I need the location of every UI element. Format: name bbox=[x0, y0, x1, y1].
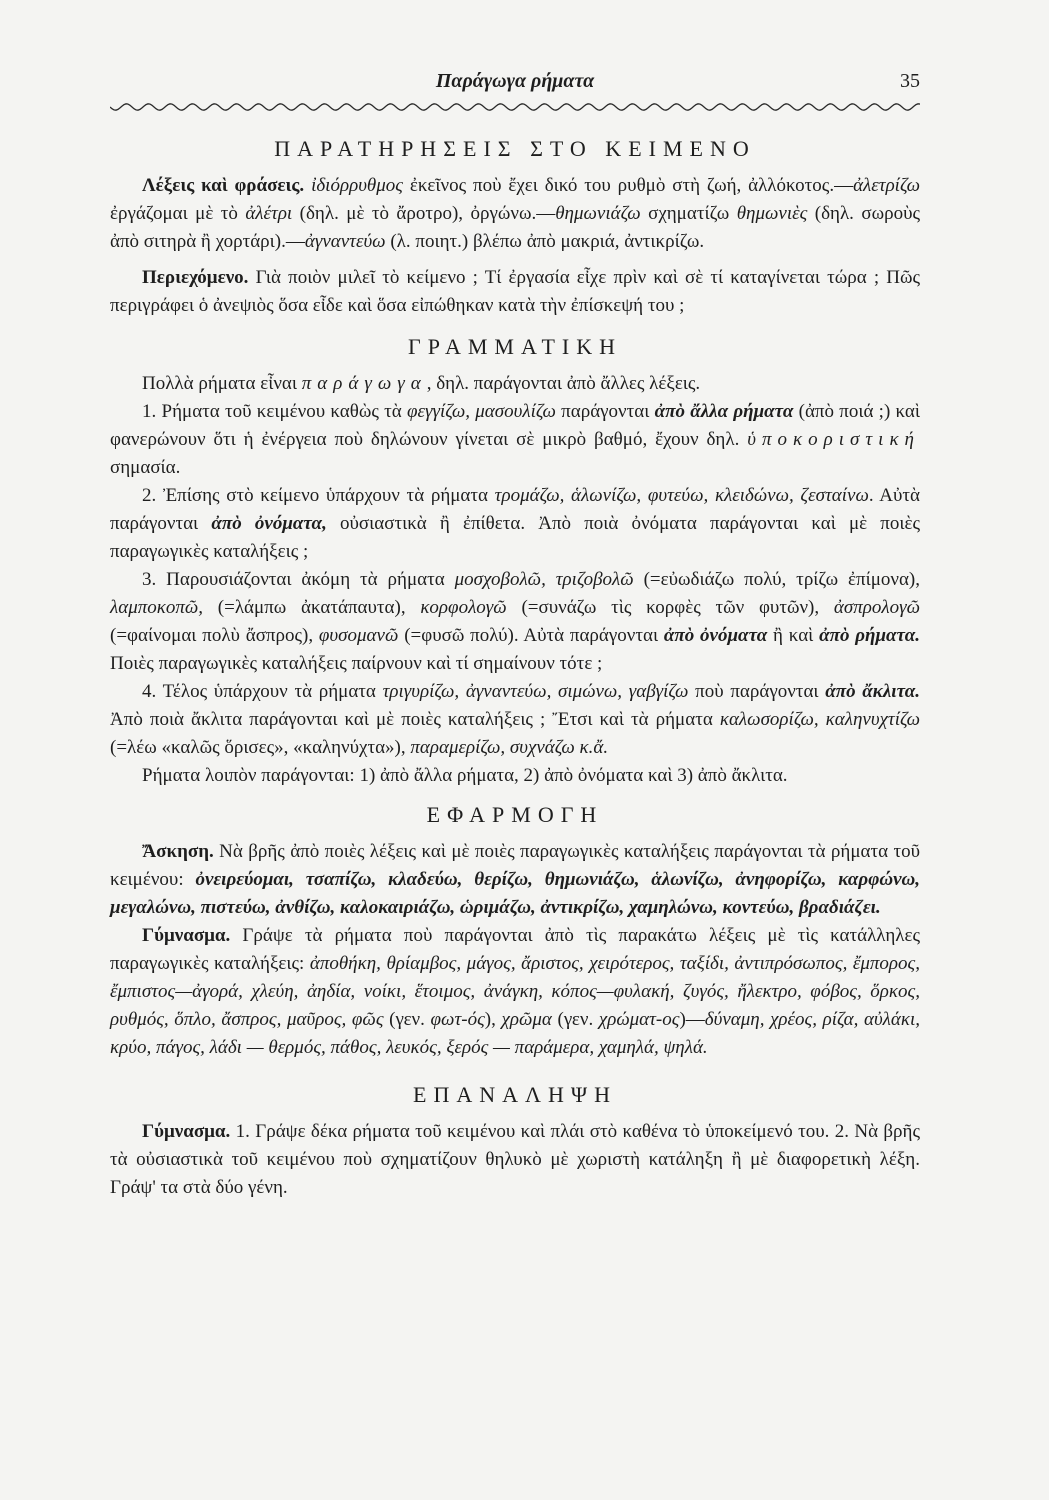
paragraph-vocabulary bbox=[110, 172, 920, 256]
paragraph-grammar-1 bbox=[110, 398, 920, 482]
label-exercise: Ἄσκηση. bbox=[142, 841, 214, 862]
exercise-word-list: ὀνειρεύομαι, τσαπίζω, κλαδεύω, θερίζω, θημωνιάζω, ἁλωνίζω, ἀνηφορίζω, καρφώνω, μεγαλώνω, πιστεύω, ἀνθίζω, καλοκαιριάζω, ὡριμάζω, ἀντικρίζω, χαμηλώνω, κοντεύω, βραδιάζει. bbox=[110, 869, 920, 918]
heading-text-observations: ΠΑΡΑΤΗΡΗΣΕΙΣ ΣΤΟ ΚΕΙΜΕΝΟ bbox=[274, 136, 756, 161]
body-text: 4. Τέλος ὑπάρχουν τὰ ρήματα bbox=[142, 681, 383, 702]
term-aletri: ἀλέτρι bbox=[245, 203, 293, 224]
body-text: (=φαίνομαι πολὺ ἄσπρος), bbox=[110, 625, 319, 646]
body-text: (=εὐωδιάζω πολύ, τρίζω ἐπίμονα), bbox=[633, 569, 921, 590]
heading-text-application: ΕΦΑΡΜΟΓΗ bbox=[426, 802, 604, 827]
drill-word: χρῶμα bbox=[501, 1009, 552, 1030]
body-text: (=λάμπω ἀκατάπαυτα), bbox=[203, 597, 421, 618]
body-text: (=φυσῶ πολύ). Αὐτὰ παράγονται bbox=[398, 625, 664, 646]
body-text: σημασία. bbox=[110, 457, 181, 478]
label-vocabulary: Λέξεις καὶ φράσεις. bbox=[142, 175, 305, 196]
paragraph-grammar-3 bbox=[110, 566, 920, 678]
paragraph-grammar-2 bbox=[110, 482, 920, 566]
heading-text-revision: ΕΠΑΝΑΛΗΨΗ bbox=[413, 1082, 617, 1107]
paragraph-grammar-summary: Ρήματα λοιπὸν παράγονται: 1) ἀπὸ ἄλλα ρήματα, 2) ἀπὸ ὀνόματα καὶ 3) ἀπὸ ἄκλιτα. bbox=[142, 765, 788, 786]
body-text: οὐσιαστικὰ ἢ ἐπίθετα. Ἀπὸ ποιὰ ὀνόματα παράγονται καὶ μὲ ποιὲς παραγωγικὲς καταλήξεις ; bbox=[110, 513, 921, 562]
example-verbs: λαμποκοπῶ, bbox=[110, 597, 204, 618]
body-text: Γράψε τὰ ρήματα ποὺ παράγονται ἀπὸ τὶς παρακάτω λέξεις μὲ τὶς κατάλληλες παραγωγικὲς καταλήξεις: bbox=[110, 925, 920, 974]
body-text: . Αὐτὰ παράγονται bbox=[110, 485, 920, 534]
definition-text: ἐκεῖνος ποὺ ἔχει δικό του ρυθμὸ στὴ ζωή, ἀλλόκοτος.— bbox=[403, 175, 854, 196]
example-verbs: καλωσορίζω, καληνυχτίζω bbox=[719, 709, 920, 730]
wavy-rule-ornament bbox=[110, 100, 920, 114]
paragraph-exercise bbox=[110, 838, 920, 922]
term-paragoga: παράγωγα bbox=[301, 373, 427, 394]
example-verbs: κορφολογῶ bbox=[420, 597, 507, 618]
body-text: ποὺ παράγονται bbox=[688, 681, 826, 702]
term-idiorrythmos: ἰδιόρρυθμος bbox=[311, 175, 403, 196]
body-text: Πολλὰ ρήματα εἶναι bbox=[142, 373, 302, 394]
body-text: , δηλ. παράγονται ἀπὸ ἄλλες λέξεις. bbox=[426, 373, 701, 394]
drill-word: φωτ-ός bbox=[430, 1009, 485, 1030]
term-thimonies: θημωνιὲς bbox=[736, 203, 808, 224]
body-text: )— bbox=[679, 1009, 705, 1030]
page-number: 35 bbox=[900, 70, 920, 92]
example-verbs: φυσομανῶ bbox=[318, 625, 399, 646]
body-text: (γεν. bbox=[383, 1009, 431, 1030]
body-text: 2. Ἐπίσης στὸ κείμενο ὑπάρχουν τὰ ρήματα bbox=[142, 485, 495, 506]
body-text: (γεν. bbox=[551, 1009, 599, 1030]
body-text: Νὰ βρῆς ἀπὸ ποιὲς λέξεις καὶ μὲ ποιὲς παραγωγικὲς καταλήξεις παράγονται τὰ ρήματα τοῦ κειμένου: bbox=[110, 841, 920, 890]
term-aletrizo: ἀλετρίζω bbox=[853, 175, 920, 196]
body-text: Ἀπὸ ποιὰ ἄκλιτα παράγονται καὶ μὲ ποιὲς καταλήξεις ; Ἔτσι καὶ τὰ ρήματα bbox=[110, 709, 720, 730]
example-verbs: τριγυρίζω, ἀγναντεύω, σιμώνω, γαβγίζω bbox=[382, 681, 689, 702]
paragraph-content bbox=[110, 264, 920, 320]
heading-text-grammar: ΓΡΑΜΜΑΤΙΚΗ bbox=[408, 334, 622, 359]
emphasis-source: ἀπὸ ρήματα. bbox=[819, 625, 920, 646]
body-text: (=λέω «καλῶς ὅρισες», «καληνύχτα»), bbox=[110, 737, 411, 758]
example-verbs: μοσχοβολῶ, τριζοβολῶ bbox=[454, 569, 634, 590]
label-revision-drill: Γύμνασμα. bbox=[142, 1121, 231, 1142]
definition-text: ἐργάζομαι μὲ τὸ bbox=[110, 203, 246, 224]
paragraph-grammar-intro bbox=[110, 370, 920, 398]
running-header bbox=[110, 70, 920, 94]
definition-text: σχηματίζω bbox=[640, 203, 737, 224]
paragraph-grammar-4 bbox=[110, 678, 920, 762]
emphasis-source: ἀπὸ ἄλλα ρήματα bbox=[654, 401, 794, 422]
term-ypokoristiki: ὑποκοριστική bbox=[747, 429, 920, 450]
definition-text: (λ. ποιητ.) βλέπω ἀπὸ μακριά, ἀντικρίζω. bbox=[385, 231, 705, 252]
running-title: Παράγωγα ρήματα bbox=[435, 70, 595, 92]
page-content bbox=[110, 132, 920, 1202]
body-text: παράγονται bbox=[555, 401, 655, 422]
body-text: 3. Παρουσιάζονται ἀκόμη τὰ ρήματα bbox=[142, 569, 455, 590]
content-questions: Γιὰ ποιὸν μιλεῖ τὸ κείμενο ; Τί ἐργασία εἶχε πρὶν καὶ σὲ τί καταγίνεται τώρα ; Πῶς περιγράφει ὁ ἀνεψιὸς ὅσα εἶδε καὶ ὅσα εἰπώθηκαν κατὰ τὴν ἐπίσκεψή του ; bbox=[110, 267, 920, 316]
example-verbs: ἀσπρολογῶ bbox=[833, 597, 920, 618]
body-text: 1. Ρήματα τοῦ κειμένου καθὼς τὰ bbox=[142, 401, 407, 422]
example-verbs: τρομάζω, ἁλωνίζω, φυτεύω, κλειδώνω, ζεσταίνω bbox=[494, 485, 869, 506]
definition-text: (δηλ. σωροὺς ἀπὸ σιτηρὰ ἢ χορτάρι).— bbox=[110, 203, 921, 252]
body-text: (ἀπὸ ποιά ;) καὶ φανερώνουν ὅτι ἡ ἐνέργεια ποὺ δηλώνουν γίνεται σὲ μικρὸ βαθμό, ἔχουν δηλ. bbox=[110, 401, 921, 450]
drill-word-list: δύναμη, χρέος, ρίζα, αὐλάκι, κρύο, πάγος, λάδι — θερμός, πάθος, λευκός, ξερός — παράμερα, χαμηλά, ψηλά. bbox=[110, 1009, 921, 1058]
body-text: ἢ καὶ bbox=[767, 625, 820, 646]
emphasis-source: ἀπὸ ἄκλιτα. bbox=[825, 681, 920, 702]
term-agnantevo: ἀγναντεύω bbox=[304, 231, 386, 252]
label-content: Περιεχόμενο. bbox=[142, 267, 249, 288]
drill-word-list: ἀποθήκη, θρίαμβος, μάγος, ἄριστος, χειρότερος, ταξίδι, ἀντιπρόσωπος, ἔμπορος, ἔμπιστος—ἀγορά, χλεύη, ἀηδία, νοίκι, ἕτοιμος, ἀνάγκη, κόπος—φυλακή, ζυγός, ἤλεκτρο, φόβος, ὅρκος, ρυθμός, ὅπλο, ἄσπρος, μαῦρος, φῶς bbox=[110, 953, 920, 1030]
body-text: Ποιὲς παραγωγικὲς καταλήξεις παίρνουν καὶ τί σημαίνουν τότε ; bbox=[110, 653, 603, 674]
emphasis-source: ἀπὸ ὀνόματα bbox=[663, 625, 768, 646]
body-text: (=συνάζω τὶς κορφὲς τῶν φυτῶν), bbox=[506, 597, 834, 618]
paragraph-drill bbox=[110, 922, 920, 1062]
drill-word: χρώματ-ος bbox=[598, 1009, 680, 1030]
example-verbs: παραμερίζω, συχνάζω κ.ἄ. bbox=[410, 737, 609, 758]
example-verbs: φεγγίζω, μασουλίζω bbox=[406, 401, 556, 422]
label-drill: Γύμνασμα. bbox=[142, 925, 231, 946]
definition-text: (δηλ. μὲ τὸ ἄροτρο), ὀργώνω.— bbox=[292, 203, 556, 224]
emphasis-source: ἀπὸ ὀνόματα, bbox=[211, 513, 327, 534]
body-text: ), bbox=[484, 1009, 502, 1030]
paragraph-revision bbox=[110, 1118, 920, 1202]
term-thimoniazo: θημωνιάζω bbox=[555, 203, 641, 224]
body-text: 1. Γράψε δέκα ρήματα τοῦ κειμένου καὶ πλάι στὸ καθένα τὸ ὑποκείμενό του. 2. Νὰ βρῆς τὰ οὐσιαστικὰ τοῦ κειμένου ποὺ σχηματίζουν θηλυκὸ μὲ χωριστὴ κατάληξη ἢ μὲ διαφορετικὴ λέξη. Γράψ' τα στὰ δύο γένη. bbox=[110, 1121, 920, 1198]
